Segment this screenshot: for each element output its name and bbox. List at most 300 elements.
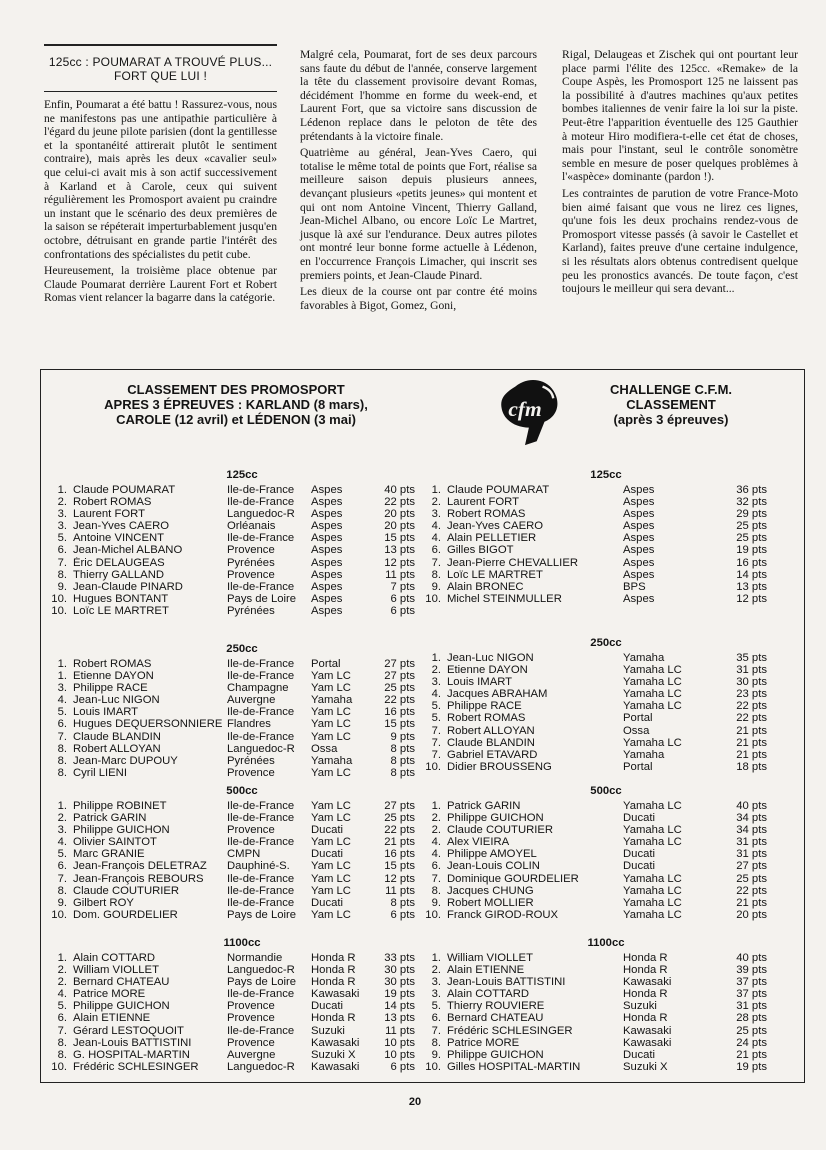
make-cell: Aspes (311, 532, 343, 545)
table-row (421, 897, 791, 909)
make-cell: Yam LC (311, 800, 351, 812)
pts-cell: 8 pts (390, 754, 415, 767)
name-cell: Jean-Michel ALBANO (73, 544, 183, 557)
table-row (47, 800, 437, 812)
name-cell: Etienne DAYON (447, 664, 528, 677)
pos-cell: 6. (431, 1012, 441, 1025)
pos-cell: 5. (57, 706, 67, 719)
pos-cell: 5. (431, 712, 441, 725)
table-row (47, 581, 437, 593)
name-cell: Antoine VINCENT (73, 532, 165, 545)
pts-cell: 40 pts (736, 952, 767, 964)
promosport-standings-title (71, 382, 401, 427)
table-row (47, 544, 437, 556)
pos-cell: 10. (51, 1060, 67, 1073)
name-cell: Robert ROMAS (447, 508, 526, 521)
table-row (421, 1037, 791, 1049)
pts-cell: 22 pts (384, 824, 415, 837)
category-heading: 500cc (226, 785, 258, 797)
make-cell: Suzuki X (311, 1048, 356, 1061)
pos-cell: 7. (57, 872, 67, 885)
pos-cell: 2. (57, 964, 67, 977)
pts-cell: 15 pts (384, 860, 415, 873)
table-row (47, 706, 437, 718)
table-row (47, 557, 437, 569)
make-cell: Honda R (623, 952, 668, 964)
pos-cell: 10. (425, 760, 441, 773)
table-row (47, 484, 437, 496)
pos-cell: 2. (431, 964, 441, 977)
name-cell: Robert ALLOYAN (73, 742, 161, 755)
table-row (421, 1000, 791, 1012)
ranking-table-125cc (47, 468, 437, 617)
table-row (47, 976, 437, 988)
name-cell: Jean-Luc NIGON (73, 694, 160, 707)
pos-cell: 4. (57, 988, 67, 1001)
name-cell: William VIOLLET (447, 952, 533, 964)
pos-cell: 4. (57, 836, 67, 849)
name-cell: Robert ROMAS (447, 712, 526, 725)
make-cell: Yamaha LC (623, 800, 682, 812)
table-row (47, 520, 437, 532)
pts-cell: 22 pts (736, 700, 767, 713)
table-row (421, 593, 791, 605)
pts-cell: 34 pts (736, 812, 767, 825)
pts-cell: 12 pts (736, 592, 767, 605)
table-row (421, 532, 791, 544)
make-cell: Yamaha LC (623, 736, 682, 749)
make-cell: Ossa (311, 742, 338, 755)
make-cell: Yamaha LC (623, 872, 682, 885)
region-cell: Provence (227, 1036, 275, 1049)
table-row (421, 749, 791, 761)
name-cell: Loïc LE MARTRET (73, 604, 169, 617)
pos-cell: 1. (57, 658, 67, 670)
region-cell: Auvergne (227, 1048, 276, 1061)
pts-cell: 25 pts (384, 682, 415, 695)
pos-cell: 4. (431, 688, 441, 701)
name-cell: Philippe RACE (73, 682, 148, 695)
table-row (47, 812, 437, 824)
name-cell: Philippe GUICHON (447, 1048, 544, 1061)
pos-cell: 5. (57, 532, 67, 545)
make-cell: Aspes (311, 508, 343, 521)
pos-cell: 10. (51, 908, 67, 921)
name-cell: Alain COTTARD (73, 952, 156, 964)
region-cell: Ile-de-France (227, 532, 295, 545)
pts-cell: 18 pts (736, 760, 767, 773)
category-heading: 125cc (590, 469, 622, 481)
make-cell: Ducati (311, 848, 344, 861)
pos-cell: 7. (431, 724, 441, 737)
name-cell: Patrick GARIN (73, 812, 147, 825)
paragraph: Les contraintes de parution de votre France-Moto bien aimé faisant que vous ne lirez ces lignes, qu'une fois les deux prochains rendez-vous de Promosport vitesse passés (à savoir le Castellet et Karland), faites preuve d'une certaine indulgence, si les résultats alors obtenus contredisent quelque peu les pronostics avancés. De toute façon, c'est toujours le meilleur qui sera devant... (562, 186, 798, 296)
table-row (421, 824, 791, 836)
pos-cell: 4. (431, 520, 441, 533)
name-cell: Jean-François REBOURS (73, 872, 204, 885)
table-row (421, 712, 791, 724)
region-cell: Ile-de-France (227, 730, 295, 743)
pos-cell: 7. (57, 1024, 67, 1037)
pos-cell: 10. (425, 592, 441, 605)
name-cell: Jean-François DELETRAZ (73, 860, 207, 873)
name-cell: Dom. GOURDELIER (73, 908, 178, 921)
table-row (47, 532, 437, 544)
pts-cell: 30 pts (384, 976, 415, 989)
pos-cell: 7. (431, 748, 441, 761)
name-cell: Philippe AMOYEL (447, 848, 537, 861)
pts-cell: 13 pts (384, 1012, 415, 1025)
name-cell: Jacques CHUNG (447, 884, 534, 897)
ranking-table-250cc (421, 636, 791, 773)
name-cell: Laurent FORT (73, 508, 145, 521)
table-row (47, 1049, 437, 1061)
table-row (421, 860, 791, 872)
pts-cell: 20 pts (384, 508, 415, 521)
pts-cell: 11 pts (385, 568, 415, 581)
name-cell: Cyril LIENI (73, 766, 127, 779)
name-cell: Patrice MORE (73, 988, 146, 1001)
table-row (47, 1025, 437, 1037)
table-row (47, 860, 437, 872)
cfm-challenge-title (561, 382, 781, 427)
name-cell: Jean-Louis BATTISTINI (73, 1036, 192, 1049)
table-row (421, 885, 791, 897)
region-cell: Provence (227, 824, 275, 837)
paragraph: Rigal, Delaugeas et Zischek qui ont pourtant leur place parmi l'élite des 125cc. «Remake» de la Coupe Aspès, les Promosport 125 ne laissent pas la possibilité à d'autres machines qu'aux petites bombes italiennes de venir faire la loi sur la piste. Peut-être l'apparition éventuelle des 125 Gauthier à moteur Hiro modifiera-t-elle cet état de choses, mais pour l'instant, seul le contrôle sonomètre semble en mesure de poser quelques problèmes à l'«aspèce» dominante (pardon !). (562, 48, 798, 184)
table-row (421, 569, 791, 581)
region-cell: Provence (227, 568, 275, 581)
pts-cell: 13 pts (736, 580, 767, 593)
region-cell: Languedoc-R (227, 508, 295, 521)
name-cell: Jean-Marc DUPOUY (73, 754, 178, 767)
name-cell: Louis IMART (73, 706, 139, 719)
pts-cell: 22 pts (736, 884, 767, 897)
region-cell: Provence (227, 766, 275, 779)
pts-cell: 12 pts (384, 556, 415, 569)
name-cell: Alain BRONEC (447, 580, 524, 593)
pts-cell: 14 pts (384, 1000, 415, 1013)
region-cell: Orléanais (227, 520, 276, 533)
pts-cell: 10 pts (384, 1048, 415, 1061)
pts-cell: 22 pts (384, 496, 415, 509)
make-cell: Ducati (311, 824, 344, 837)
name-cell: Jean-Pierre CHEVALLIER (447, 556, 579, 569)
pts-cell: 20 pts (384, 520, 415, 533)
make-cell: Honda R (623, 964, 668, 977)
make-cell: Ducati (311, 1000, 344, 1013)
name-cell: Thierry ROUVIERE (447, 1000, 545, 1013)
make-cell: Yam LC (311, 670, 351, 683)
table-row (47, 694, 437, 706)
pos-cell: 6. (57, 718, 67, 731)
name-cell: Jean-Louis BATTISTINI (447, 976, 566, 989)
pos-cell: 9. (431, 896, 441, 909)
pos-cell: 3. (57, 508, 67, 521)
make-cell: Honda R (623, 1012, 668, 1025)
region-cell: Ile-de-France (227, 800, 295, 812)
name-cell: Gilles BIGOT (447, 544, 514, 557)
pts-cell: 25 pts (736, 872, 767, 885)
pts-cell: 40 pts (736, 800, 767, 812)
pos-cell: 9. (57, 896, 67, 909)
make-cell: Yamaha (311, 754, 353, 767)
make-cell: Aspes (623, 520, 655, 533)
pts-cell: 36 pts (736, 484, 767, 496)
name-cell: Frédéric SCHLESINGER (447, 1024, 573, 1037)
name-cell: Philippe GUICHON (73, 824, 170, 837)
region-cell: Ile-de-France (227, 496, 295, 509)
table-row (421, 848, 791, 860)
pos-cell: 4. (431, 836, 441, 849)
make-cell: Kawasaki (623, 1024, 672, 1037)
pos-cell: 7. (57, 556, 67, 569)
name-cell: Robert ROMAS (73, 658, 152, 670)
make-cell: Yamaha LC (623, 824, 682, 837)
make-cell: Yam LC (311, 812, 351, 825)
pos-cell: 7. (431, 872, 441, 885)
pts-cell: 7 pts (390, 580, 415, 593)
pos-cell: 2. (57, 496, 67, 509)
name-cell: Didier BROUSSENG (447, 760, 552, 773)
table-row (47, 836, 437, 848)
pos-cell: 10. (425, 908, 441, 921)
make-cell: Ducati (623, 812, 656, 825)
pts-cell: 30 pts (736, 676, 767, 689)
region-cell: Ile-de-France (227, 836, 295, 849)
pts-cell: 6 pts (390, 592, 415, 605)
make-cell: Portal (623, 712, 653, 725)
pos-cell: 3. (431, 976, 441, 989)
make-cell: Yamaha LC (623, 664, 682, 677)
table-row (47, 952, 437, 964)
title-line: CLASSEMENT (626, 397, 716, 412)
pos-cell: 1. (431, 952, 441, 964)
make-cell: Honda R (623, 988, 668, 1001)
name-cell: Robert ALLOYAN (447, 724, 535, 737)
make-cell: Aspes (623, 532, 655, 545)
table-row (421, 688, 791, 700)
name-cell: Hugues DEQUERSONNIERE (73, 718, 223, 731)
pts-cell: 15 pts (384, 718, 415, 731)
pts-cell: 22 pts (736, 712, 767, 725)
pts-cell: 6 pts (390, 908, 415, 921)
table-row (47, 496, 437, 508)
make-cell: Ducati (623, 860, 656, 873)
pts-cell: 32 pts (736, 496, 767, 509)
region-cell: Ile-de-France (227, 658, 295, 670)
name-cell: Alain PELLETIER (447, 532, 537, 545)
make-cell: Honda R (311, 952, 356, 964)
make-cell: Yamaha LC (623, 676, 682, 689)
pos-cell: 8. (57, 742, 67, 755)
make-cell: Honda R (311, 976, 356, 989)
make-cell: Kawasaki (311, 988, 360, 1001)
table-row (47, 658, 437, 670)
pos-cell: 1. (431, 800, 441, 812)
make-cell: Yam LC (311, 706, 351, 719)
make-cell: Kawasaki (311, 1060, 360, 1073)
make-cell: Suzuki X (623, 1060, 668, 1073)
name-cell: Jean-Claude PINARD (73, 580, 183, 593)
make-cell: Yam LC (311, 766, 351, 779)
pts-cell: 21 pts (384, 836, 415, 849)
table-row (47, 848, 437, 860)
pts-cell: 6 pts (390, 604, 415, 617)
pos-cell: 4. (431, 532, 441, 545)
table-row (47, 873, 437, 885)
ranking-table-500cc (421, 784, 791, 921)
pos-cell: 3. (431, 676, 441, 689)
make-cell: Ducati (311, 896, 344, 909)
make-cell: Kawasaki (623, 1036, 672, 1049)
pts-cell: 16 pts (736, 556, 767, 569)
pts-cell: 25 pts (736, 520, 767, 533)
pos-cell: 9. (431, 1048, 441, 1061)
pts-cell: 27 pts (384, 658, 415, 670)
table-row (421, 652, 791, 664)
pts-cell: 31 pts (736, 664, 767, 677)
table-row (47, 569, 437, 581)
table-row (421, 1049, 791, 1061)
region-cell: Auvergne (227, 694, 276, 707)
pts-cell: 8 pts (390, 896, 415, 909)
table-row (47, 1012, 437, 1024)
pos-cell: 5. (431, 700, 441, 713)
pts-cell: 39 pts (736, 964, 767, 977)
pts-cell: 21 pts (736, 736, 767, 749)
pts-cell: 6 pts (390, 1060, 415, 1073)
region-cell: Ile-de-France (227, 988, 295, 1001)
page-number: 20 (408, 1096, 422, 1108)
name-cell: Marc GRANIE (73, 848, 145, 861)
make-cell: Aspes (311, 568, 343, 581)
pos-cell: 2. (57, 812, 67, 825)
pos-cell: 7. (57, 730, 67, 743)
make-cell: Aspes (623, 496, 655, 509)
pts-cell: 8 pts (390, 742, 415, 755)
name-cell: Robert ROMAS (73, 496, 152, 509)
region-cell: Languedoc-R (227, 1060, 295, 1073)
pts-cell: 20 pts (736, 908, 767, 921)
name-cell: Patrice MORE (447, 1036, 520, 1049)
name-cell: Jean-Luc NIGON (447, 652, 534, 664)
name-cell: Louis IMART (447, 676, 513, 689)
region-cell: Ile-de-France (227, 872, 295, 885)
name-cell: Gilles HOSPITAL-MARTIN (447, 1060, 581, 1073)
region-cell: Ile-de-France (227, 812, 295, 825)
pos-cell: 6. (431, 544, 441, 557)
table-row (421, 873, 791, 885)
table-row (47, 718, 437, 730)
pos-cell: 8. (57, 568, 67, 581)
table-row (47, 824, 437, 836)
make-cell: Aspes (311, 484, 343, 496)
table-row (421, 581, 791, 593)
pos-cell: 8. (57, 754, 67, 767)
table-row (47, 755, 437, 767)
make-cell: Yamaha (623, 652, 665, 664)
name-cell: William VIOLLET (73, 964, 159, 977)
make-cell: Yamaha LC (623, 700, 682, 713)
table-row (47, 670, 437, 682)
table-row (47, 605, 437, 617)
table-row (421, 676, 791, 688)
table-row (421, 520, 791, 532)
pos-cell: 8. (57, 884, 67, 897)
title-line: CLASSEMENT DES PROMOSPORT (127, 382, 345, 397)
region-cell: Ile-de-France (227, 670, 295, 683)
region-cell: Ile-de-France (227, 896, 295, 909)
name-cell: Gilbert ROY (73, 896, 134, 909)
title-line: (après 3 épreuves) (613, 412, 729, 427)
table-row (421, 909, 791, 921)
name-cell: Hugues BONTANT (73, 592, 169, 605)
make-cell: Yamaha LC (623, 908, 682, 921)
pos-cell: 7. (431, 556, 441, 569)
make-cell: Yam LC (311, 872, 351, 885)
make-cell: Kawasaki (623, 976, 672, 989)
make-cell: Portal (311, 658, 341, 670)
pts-cell: 16 pts (384, 848, 415, 861)
table-row (421, 700, 791, 712)
table-row (47, 508, 437, 520)
pos-cell: 1. (431, 484, 441, 496)
region-cell: Ile-de-France (227, 580, 295, 593)
region-cell: Ile-de-France (227, 706, 295, 719)
table-row (421, 508, 791, 520)
table-row (421, 836, 791, 848)
pos-cell: 5. (431, 1000, 441, 1013)
pts-cell: 12 pts (384, 872, 415, 885)
make-cell: Honda R (311, 1012, 356, 1025)
region-cell: Champagne (227, 682, 289, 695)
article-headline: 125cc : POUMARAT A TROUVÉ PLUS... FORT QUE LUI ! (48, 55, 273, 83)
name-cell: Claude BLANDIN (73, 730, 161, 743)
make-cell: Aspes (311, 604, 343, 617)
region-cell: Dauphiné-S. (227, 860, 290, 873)
make-cell: Aspes (623, 544, 655, 557)
make-cell: Aspes (311, 496, 343, 509)
name-cell: Claude POUMARAT (447, 484, 550, 496)
category-heading: 250cc (226, 643, 258, 655)
make-cell: Suzuki (623, 1000, 657, 1013)
pos-cell: 6. (57, 1012, 67, 1025)
make-cell: Ducati (623, 1048, 656, 1061)
paragraph: Malgré cela, Poumarat, fort de ses deux parcours sans faute du début de l'année, conserve largement la tête du classement provisoire devant Romas, décidément l'homme en forme du week-end, et Laurent Fort, que sa victoire sans discussion de Lédenon replace dans le peloton de tête des prétendants à la victoire finale. (300, 48, 537, 143)
paragraph: Heureusement, la troisième place obtenue par Claude Poumarat derrière Laurent Fort et Robert Romas vient relancer la bagarre dans la catégorie. (44, 264, 277, 305)
pts-cell: 22 pts (384, 694, 415, 707)
name-cell: Michel STEINMULLER (447, 592, 562, 605)
pts-cell: 21 pts (736, 1048, 767, 1061)
table-row (421, 725, 791, 737)
make-cell: Yam LC (311, 682, 351, 695)
make-cell: Ducati (623, 848, 656, 861)
category-heading: 1100cc (587, 937, 625, 949)
make-cell: Yamaha LC (623, 688, 682, 701)
make-cell: Ossa (623, 724, 650, 737)
name-cell: Claude COUTURIER (447, 824, 554, 837)
pts-cell: 27 pts (736, 860, 767, 873)
name-cell: Claude BLANDIN (447, 736, 535, 749)
standings-box (40, 369, 805, 1083)
make-cell: Yamaha LC (623, 896, 682, 909)
name-cell: Jean-Yves CAERO (447, 520, 544, 533)
pts-cell: 19 pts (736, 1060, 767, 1073)
pts-cell: 31 pts (736, 848, 767, 861)
name-cell: Alain ETIENNE (73, 1012, 151, 1025)
name-cell: Robert MOLLIER (447, 896, 534, 909)
